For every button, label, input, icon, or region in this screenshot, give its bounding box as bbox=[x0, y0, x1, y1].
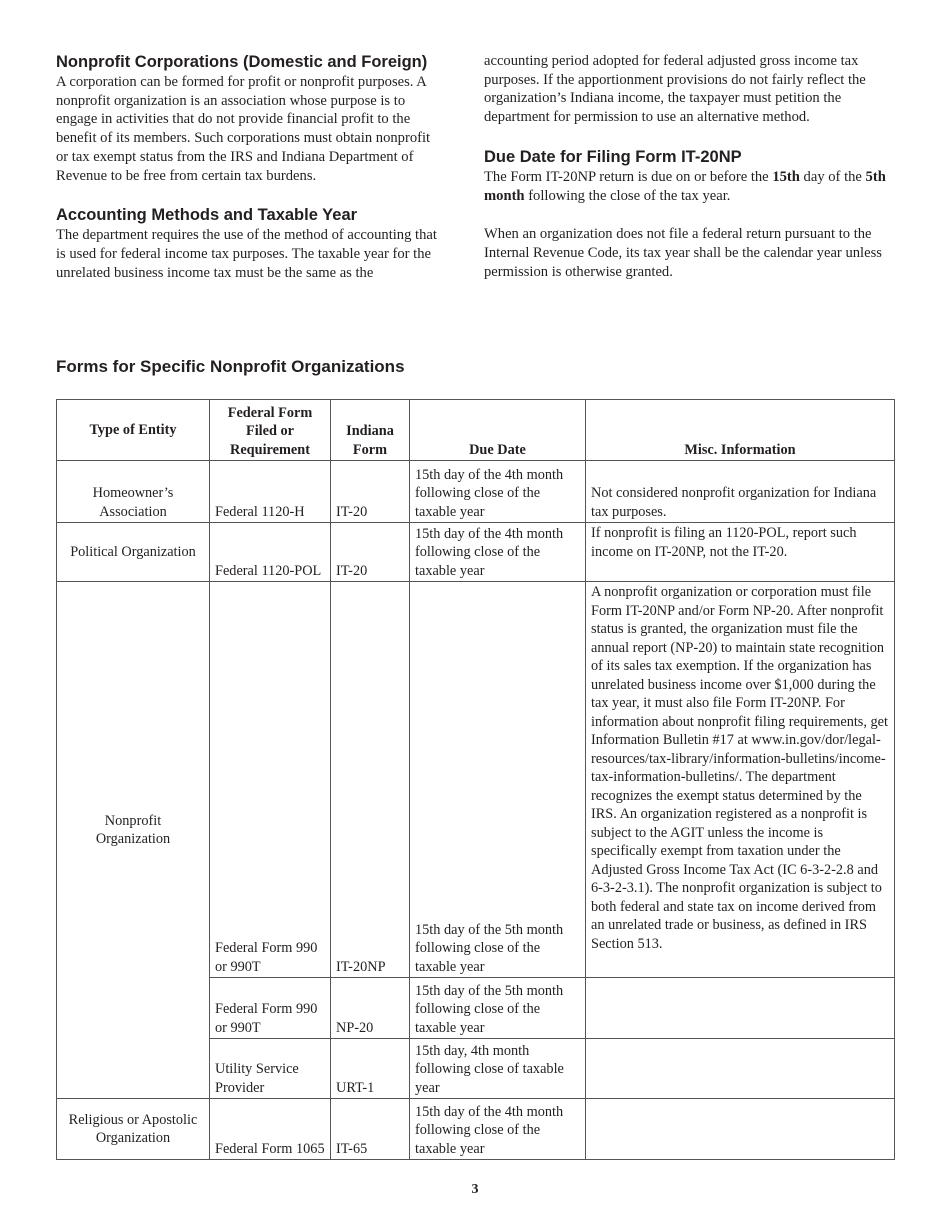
table-row bbox=[57, 523, 895, 582]
cell-indiana: IT-20 bbox=[331, 523, 410, 582]
right-column bbox=[484, 52, 894, 281]
cell-misc bbox=[586, 1099, 895, 1160]
cell-indiana: URT-1 bbox=[331, 1039, 410, 1099]
cell-misc: Not considered nonprofit organization for Indiana tax purposes. bbox=[586, 461, 895, 523]
bold-text: 15th bbox=[772, 168, 800, 185]
cell-misc: If nonprofit is filing an 1120-POL, report such income on IT-20NP, not the IT-20. bbox=[586, 523, 895, 582]
header-indiana-form: Indiana Form bbox=[331, 400, 410, 461]
cell-misc bbox=[586, 1039, 895, 1099]
section-heading-accounting-methods: Accounting Methods and Taxable Year bbox=[56, 206, 358, 225]
header-federal-form: Federal Form Filed or Requirement bbox=[210, 400, 331, 461]
cell-federal: Federal 1120-POL bbox=[210, 523, 331, 582]
header-misc-information: Misc. Information bbox=[586, 400, 895, 461]
page-number: 3 bbox=[471, 1182, 479, 1197]
forms-table-title: Forms for Specific Nonprofit Organizations bbox=[56, 357, 405, 376]
bold-text: 5th month bbox=[484, 168, 886, 204]
forms-table bbox=[56, 399, 895, 1160]
cell-misc bbox=[586, 978, 895, 1039]
cell-entity: Political Organization bbox=[57, 523, 210, 582]
cell-entity: Religious or Apostolic Organization bbox=[57, 1099, 210, 1160]
cell-indiana: IT-65 bbox=[331, 1099, 410, 1160]
cell-due: 15th day of the 4th month following close of the taxable year bbox=[410, 1099, 586, 1160]
section-heading-nonprofit-corporations: Nonprofit Corporations (Domestic and Foreign) bbox=[56, 53, 428, 71]
table-row bbox=[57, 461, 895, 523]
cell-federal: Federal Form 990 or 990T bbox=[210, 582, 331, 978]
left-column bbox=[56, 52, 444, 282]
section-body-accounting-methods: The department requires the use of the method of accounting that is used for federal income tax purposes. The taxable year for the unrelated business income tax must be the same as the bbox=[56, 227, 437, 281]
cell-indiana: IT-20NP bbox=[331, 582, 410, 978]
section-body-nonprofit-corporations: A corporation can be formed for profit or nonprofit purposes. A nonprofit organization is an association whose purpose is to engage in activities that do not provide financial profit to the benefit of its members. Such corporations must obtain nonprofit or tax exempt status from the IRS and Indiana Department of Revenue to be free from certain tax burdens. bbox=[56, 74, 431, 184]
section-body-due-date bbox=[484, 168, 894, 205]
text: following the close of the tax year. bbox=[524, 187, 731, 204]
text: day of the bbox=[799, 168, 866, 185]
cell-misc: A nonprofit organization or corporation must file Form IT-20NP and/or Form NP-20. After nonprofit status is granted, the organization must file the annual report (NP-20) to maintain state recognition of its sales tax exemption. If the organization has unrelated business income over $1,000 during the tax year, it must also file Form IT-20NP. For information about nonprofit filing requirements, get Information Bulletin #17 at www.in.gov/dor/legal-resources/tax-library/information-bulletins/income-tax-information-bulletins/. The department recognizes the exempt status determined by the IRS. An organization registered as a nonprofit is subject to the AGIT unless the income is specifically exempt from taxation under the Adjusted Gross Income Tax Act (IC 6-3-2-2.8 and 6-3-2-3.1). The nonprofit organization is subject to both federal and state tax on income derived from an unrelated trade or business, as defined in IRS Section 513. bbox=[586, 582, 895, 978]
cell-due: 15th day of the 4th month following close of the taxable year bbox=[410, 523, 586, 582]
cell-federal: Federal 1120-H bbox=[210, 461, 331, 523]
cell-federal: Utility Service Provider bbox=[210, 1039, 331, 1099]
text: The Form IT-20NP return is due on or before the bbox=[484, 168, 773, 185]
section-heading-due-date: Due Date for Filing Form IT-20NP bbox=[484, 147, 742, 166]
table-row bbox=[57, 582, 895, 978]
cell-federal: Federal Form 990 or 990T bbox=[210, 978, 331, 1039]
cell-indiana: IT-20 bbox=[331, 461, 410, 523]
cell-due: 15th day of the 5th month following close of the taxable year bbox=[410, 978, 586, 1039]
cell-federal: Federal Form 1065 bbox=[210, 1099, 331, 1160]
cell-due: 15th day, 4th month following close of taxable year bbox=[410, 1039, 586, 1099]
cell-indiana: NP-20 bbox=[331, 978, 410, 1039]
cell-due: 15th day of the 5th month following close of the taxable year bbox=[410, 582, 586, 978]
entity-text: Nonprofit Organization bbox=[95, 812, 171, 847]
cell-entity: Homeowner’s Association bbox=[57, 461, 210, 523]
table-header-row bbox=[57, 400, 895, 461]
header-type-of-entity: Type of Entity bbox=[57, 400, 210, 461]
accounting-continuation: accounting period adopted for federal adjusted gross income tax purposes. If the apportionment provisions do not fairly reflect the organization’s Indiana income, the taxpayer must petition the department for permission to use an alternative method. bbox=[484, 53, 866, 126]
header-due-date: Due Date bbox=[410, 400, 586, 461]
table-row bbox=[57, 1099, 895, 1160]
section-body-tax-year: When an organization does not file a federal return pursuant to the Internal Revenue Code, its tax year shall be the calendar year unless permission is otherwise granted. bbox=[484, 226, 882, 280]
cell-entity bbox=[57, 582, 210, 1099]
cell-due: 15th day of the 4th month following close of the taxable year bbox=[410, 461, 586, 523]
